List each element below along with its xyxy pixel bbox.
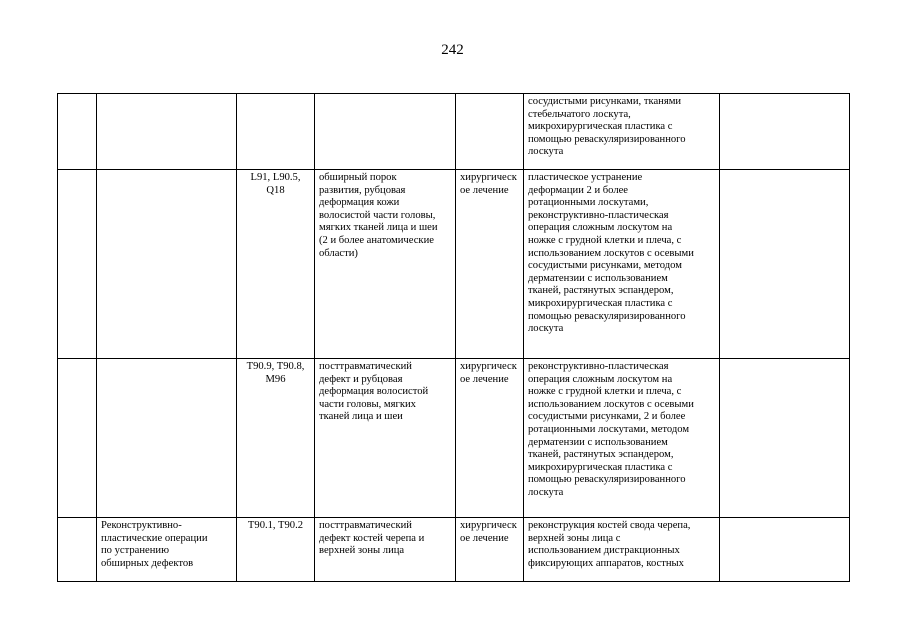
cell-number — [58, 94, 97, 170]
cell-treatment-method: пластическое устранение деформации 2 и более ротационными лоскутами, реконструктивно-пластическая операция сложным лоскутом на ножке с грудной клетки и плеча, с использованием лоскутов с осевыми сосудистыми рисунками, методом дерматензии с использованием тканей, растянутых эспандером, микрохирургическая пластика с помощью реваскуляризированного лоскута — [524, 170, 720, 359]
cell-number — [58, 170, 97, 359]
cell-icd-codes: L91, L90.5, Q18 — [237, 170, 315, 359]
cell-treatment-type: хирургическ ое лечение — [456, 170, 524, 359]
cell-icd-codes — [237, 94, 315, 170]
table-row — [58, 518, 850, 582]
cell-icd-codes: T90.1, T90.2 — [237, 518, 315, 582]
cell-care-profile — [97, 359, 237, 518]
cell-treatment-type: хирургическ ое лечение — [456, 359, 524, 518]
cell-patient-model: посттравматический дефект костей черепа и верхней зоны лица — [315, 518, 456, 582]
cell-patient-model: обширный порок развития, рубцовая деформация кожи волосистой части головы, мягких тканей лица и шеи (2 и более анатомические области) — [315, 170, 456, 359]
cell-number — [58, 359, 97, 518]
cell-standard — [720, 170, 850, 359]
table-row — [58, 170, 850, 359]
cell-standard — [720, 94, 850, 170]
medical-care-table — [57, 93, 850, 582]
page-number: 242 — [441, 42, 464, 58]
cell-number — [58, 518, 97, 582]
cell-standard — [720, 518, 850, 582]
cell-patient-model — [315, 94, 456, 170]
cell-treatment-type: хирургическ ое лечение — [456, 518, 524, 582]
cell-icd-codes: T90.9, T90.8, M96 — [237, 359, 315, 518]
cell-treatment-method: реконструкция костей свода черепа, верхней зоны лица с использованием дистракционных фиксирующих аппаратов, костных — [524, 518, 720, 582]
table-row — [58, 359, 850, 518]
cell-treatment-method: реконструктивно-пластическая операция сложным лоскутом на ножке с грудной клетки и плеча, с использованием лоскутов с осевыми сосудистыми рисунками, 2 и более ротационными лоскутами, методом дерматензии с использованием тканей, растянутых эспандером, микрохирургическая пластика с помощью реваскуляризированного лоскута — [524, 359, 720, 518]
cell-treatment-method: сосудистыми рисунками, тканями стебельчатого лоскута, микрохирургическая пластика с помощью реваскуляризированного лоскута — [524, 94, 720, 170]
cell-treatment-type — [456, 94, 524, 170]
cell-care-profile — [97, 170, 237, 359]
cell-standard — [720, 359, 850, 518]
cell-patient-model: посттравматический дефект и рубцовая деформация волосистой части головы, мягких тканей лица и шеи — [315, 359, 456, 518]
cell-care-profile: Реконструктивно- пластические операции по устранению обширных дефектов — [97, 518, 237, 582]
table-row — [58, 94, 850, 170]
cell-care-profile — [97, 94, 237, 170]
